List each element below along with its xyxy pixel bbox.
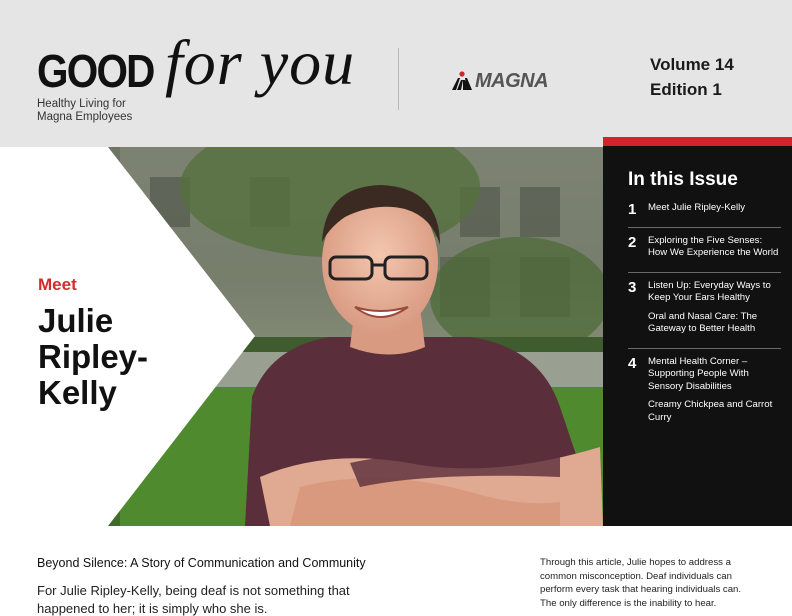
article-side-line-2: common misconception. Deaf individuals can (540, 570, 732, 582)
in-this-issue-title: In this Issue (628, 169, 738, 190)
toc-group-2 (628, 235, 781, 273)
article-title: Beyond Silence: A Story of Communication and Community (37, 556, 366, 570)
article-side-line-4: The only difference is the inability to hear. (540, 597, 717, 609)
tagline-line-1: Healthy Living for (37, 98, 126, 110)
hero-name (38, 303, 178, 411)
toc-link-oral-nasal-care[interactable]: Oral and Nasal Care: The Gateway to Better Health (648, 310, 758, 334)
toc-link-chickpea-curry[interactable]: Creamy Chickpea and Carrot Curry (648, 399, 773, 423)
hero-name-line-3: Kelly (38, 374, 117, 411)
brand-for-you-wordmark: for you (165, 27, 356, 98)
issue-info (650, 52, 734, 102)
toc-number: 2 (628, 233, 637, 251)
toc-group-1 (628, 202, 781, 228)
toc-link-five-senses[interactable]: Exploring the Five Senses: How We Experience the World (648, 234, 779, 258)
edition-label: Edition 1 (650, 80, 722, 99)
article-lead (37, 582, 377, 616)
toc-group-4 (628, 356, 781, 437)
masthead-tagline (37, 98, 177, 124)
toc-link-meet-julie[interactable]: Meet Julie Ripley-Kelly (648, 202, 746, 213)
magna-logo (451, 70, 548, 92)
article-side-text (540, 556, 780, 610)
table-of-contents (628, 202, 781, 443)
volume-label: Volume 14 (650, 55, 734, 74)
toc-link-listen-up[interactable]: Listen Up: Everyday Ways to Keep Your Ears Healthy (648, 279, 771, 303)
brand-good-wordmark: GOOD (37, 45, 154, 97)
magna-logo-text: MAGNA (475, 69, 549, 92)
toc-group-3 (628, 280, 781, 349)
masthead (0, 0, 792, 147)
hero-kicker: Meet (38, 275, 77, 294)
toc-number: 1 (628, 201, 637, 218)
toc-link-mental-health[interactable]: Mental Health Corner – Supporting People With Sensory Disabilities (648, 355, 749, 392)
magna-logo-icon (451, 71, 473, 91)
sidebar-accent-bar (603, 137, 792, 146)
toc-number: 4 (628, 354, 637, 372)
hero-name-line-1: Julie (38, 302, 114, 339)
article-lead-line-2: happened to her; it is simply who she is. (37, 601, 268, 616)
masthead-divider (398, 48, 399, 110)
article-side-line-1: Through this article, Julie hopes to address a (540, 557, 731, 568)
article-lead-line-1: For Julie Ripley-Kelly, being deaf is not something that (37, 583, 350, 598)
toc-number: 3 (628, 278, 637, 296)
tagline-line-2: Magna Employees (37, 111, 133, 123)
article-side-line-3: perform every task that hearing individuals can. (540, 584, 742, 596)
in-this-issue-panel (603, 137, 792, 526)
hero-name-line-2: Ripley- (38, 338, 149, 375)
